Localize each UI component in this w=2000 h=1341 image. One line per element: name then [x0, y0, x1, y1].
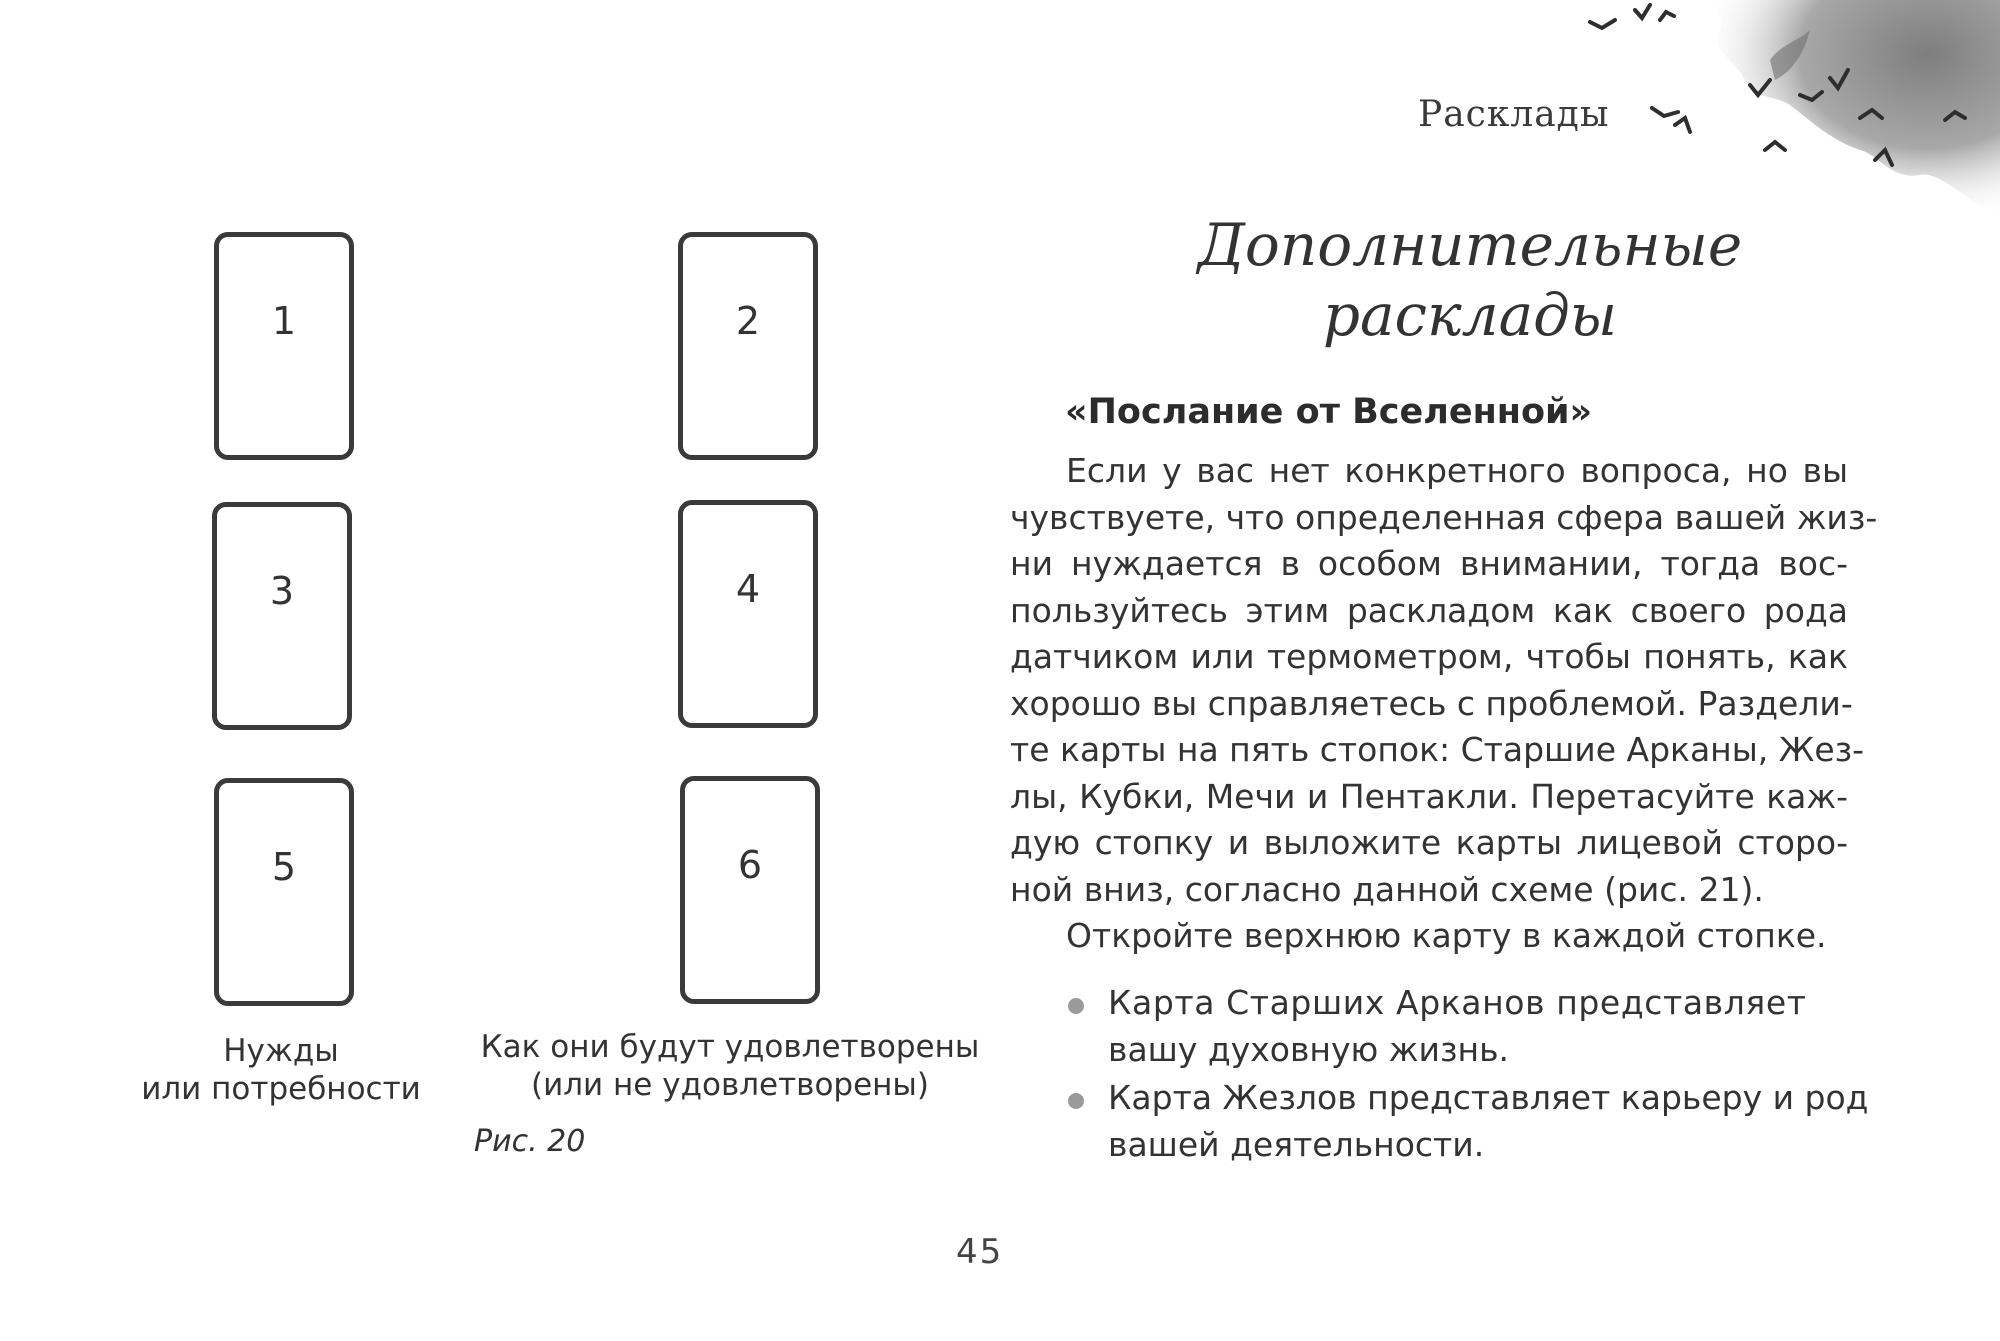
- paragraph-line: датчиком или термометром, чтобы понять, как: [1010, 637, 1848, 676]
- bullet-icon: [1068, 998, 1084, 1014]
- paragraph-line: ни нуждается в особом внимании, тогда вос-: [1010, 544, 1848, 583]
- bullet-line: Карта Жезлов представляет карьеру и род: [1108, 1078, 1869, 1117]
- paragraph-line: дую стопку и выложите карты лицевой сторо-: [1010, 823, 1848, 862]
- card-slot: [214, 232, 354, 460]
- caption-line: (или не удовлетворены): [530, 1067, 930, 1103]
- running-header: Расклады: [1418, 94, 1610, 135]
- card-slot: [212, 502, 352, 730]
- bird-icon: [1675, 118, 1690, 132]
- list-item: [1068, 980, 1858, 1073]
- caption-line: или потребности: [141, 1071, 421, 1107]
- section-title: [1120, 210, 1820, 350]
- card-number: 4: [735, 567, 761, 611]
- title-line: Дополнительные: [1197, 211, 1743, 279]
- paragraph-line: хорошо вы справляетесь с проблемой. Раздели-: [1010, 683, 1853, 723]
- card-number: 1: [271, 299, 297, 343]
- caption-line: Нужды: [223, 1033, 339, 1069]
- card-number: 3: [269, 569, 295, 613]
- card-slot: [678, 232, 818, 460]
- paragraph-line: те карты на пять стопок: Старшие Арканы, Жез-: [1010, 730, 1865, 769]
- list-item: [1068, 1075, 1869, 1168]
- bird-icon: [1635, 5, 1650, 18]
- paragraph: [1010, 448, 1878, 960]
- caption-needs: [130, 1032, 432, 1108]
- caption-line: Как они будут удовлетворены: [480, 1029, 980, 1065]
- bird-icon: [1590, 20, 1615, 28]
- card-slot: [680, 776, 820, 1004]
- bird-icon: [1652, 108, 1678, 116]
- card-number: 5: [271, 845, 297, 889]
- bird-icon: [1765, 142, 1785, 150]
- bullet-line: вашу духовную жизнь.: [1108, 1029, 1510, 1069]
- figure-label: Рис. 20: [474, 1124, 586, 1159]
- paragraph-line: Откройте верхнюю карту в каждой стопке.: [1066, 916, 1827, 955]
- page-number: 45: [956, 1232, 1004, 1272]
- bullet-line: вашей деятельности.: [1108, 1124, 1485, 1164]
- birds-illustration: [1560, 0, 2000, 240]
- paragraph-line: Если у вас нет конкретного вопроса, но вы: [1066, 451, 1848, 490]
- bullet-line: Карта Старших Арканов представляет: [1108, 983, 1807, 1022]
- paragraph-line: пользуйтесь этим раскладом как своего рода: [1010, 590, 1848, 630]
- card-number: 6: [737, 843, 763, 887]
- card-slot: [678, 500, 818, 728]
- bullet-icon: [1068, 1093, 1084, 1109]
- card-number: 2: [735, 299, 761, 343]
- bird-icon: [1660, 12, 1674, 20]
- title-line: расклады: [1322, 281, 1618, 349]
- paragraph-line: ной вниз, согласно данной схеме (рис. 21).: [1010, 869, 1764, 909]
- ink-wash-shape: [1710, 0, 2000, 215]
- card-slot: [214, 778, 354, 1006]
- bullet-list: [1068, 980, 1869, 1168]
- caption-fulfilment: [480, 1028, 980, 1104]
- paragraph-line: лы, Кубки, Мечи и Пентакли. Перетасуйте каж-: [1010, 776, 1848, 816]
- spread-subtitle: «Послание от Вселенной»: [1065, 392, 1593, 432]
- paragraph-line: чувствуете, что определенная сфера вашей жиз-: [1010, 497, 1878, 537]
